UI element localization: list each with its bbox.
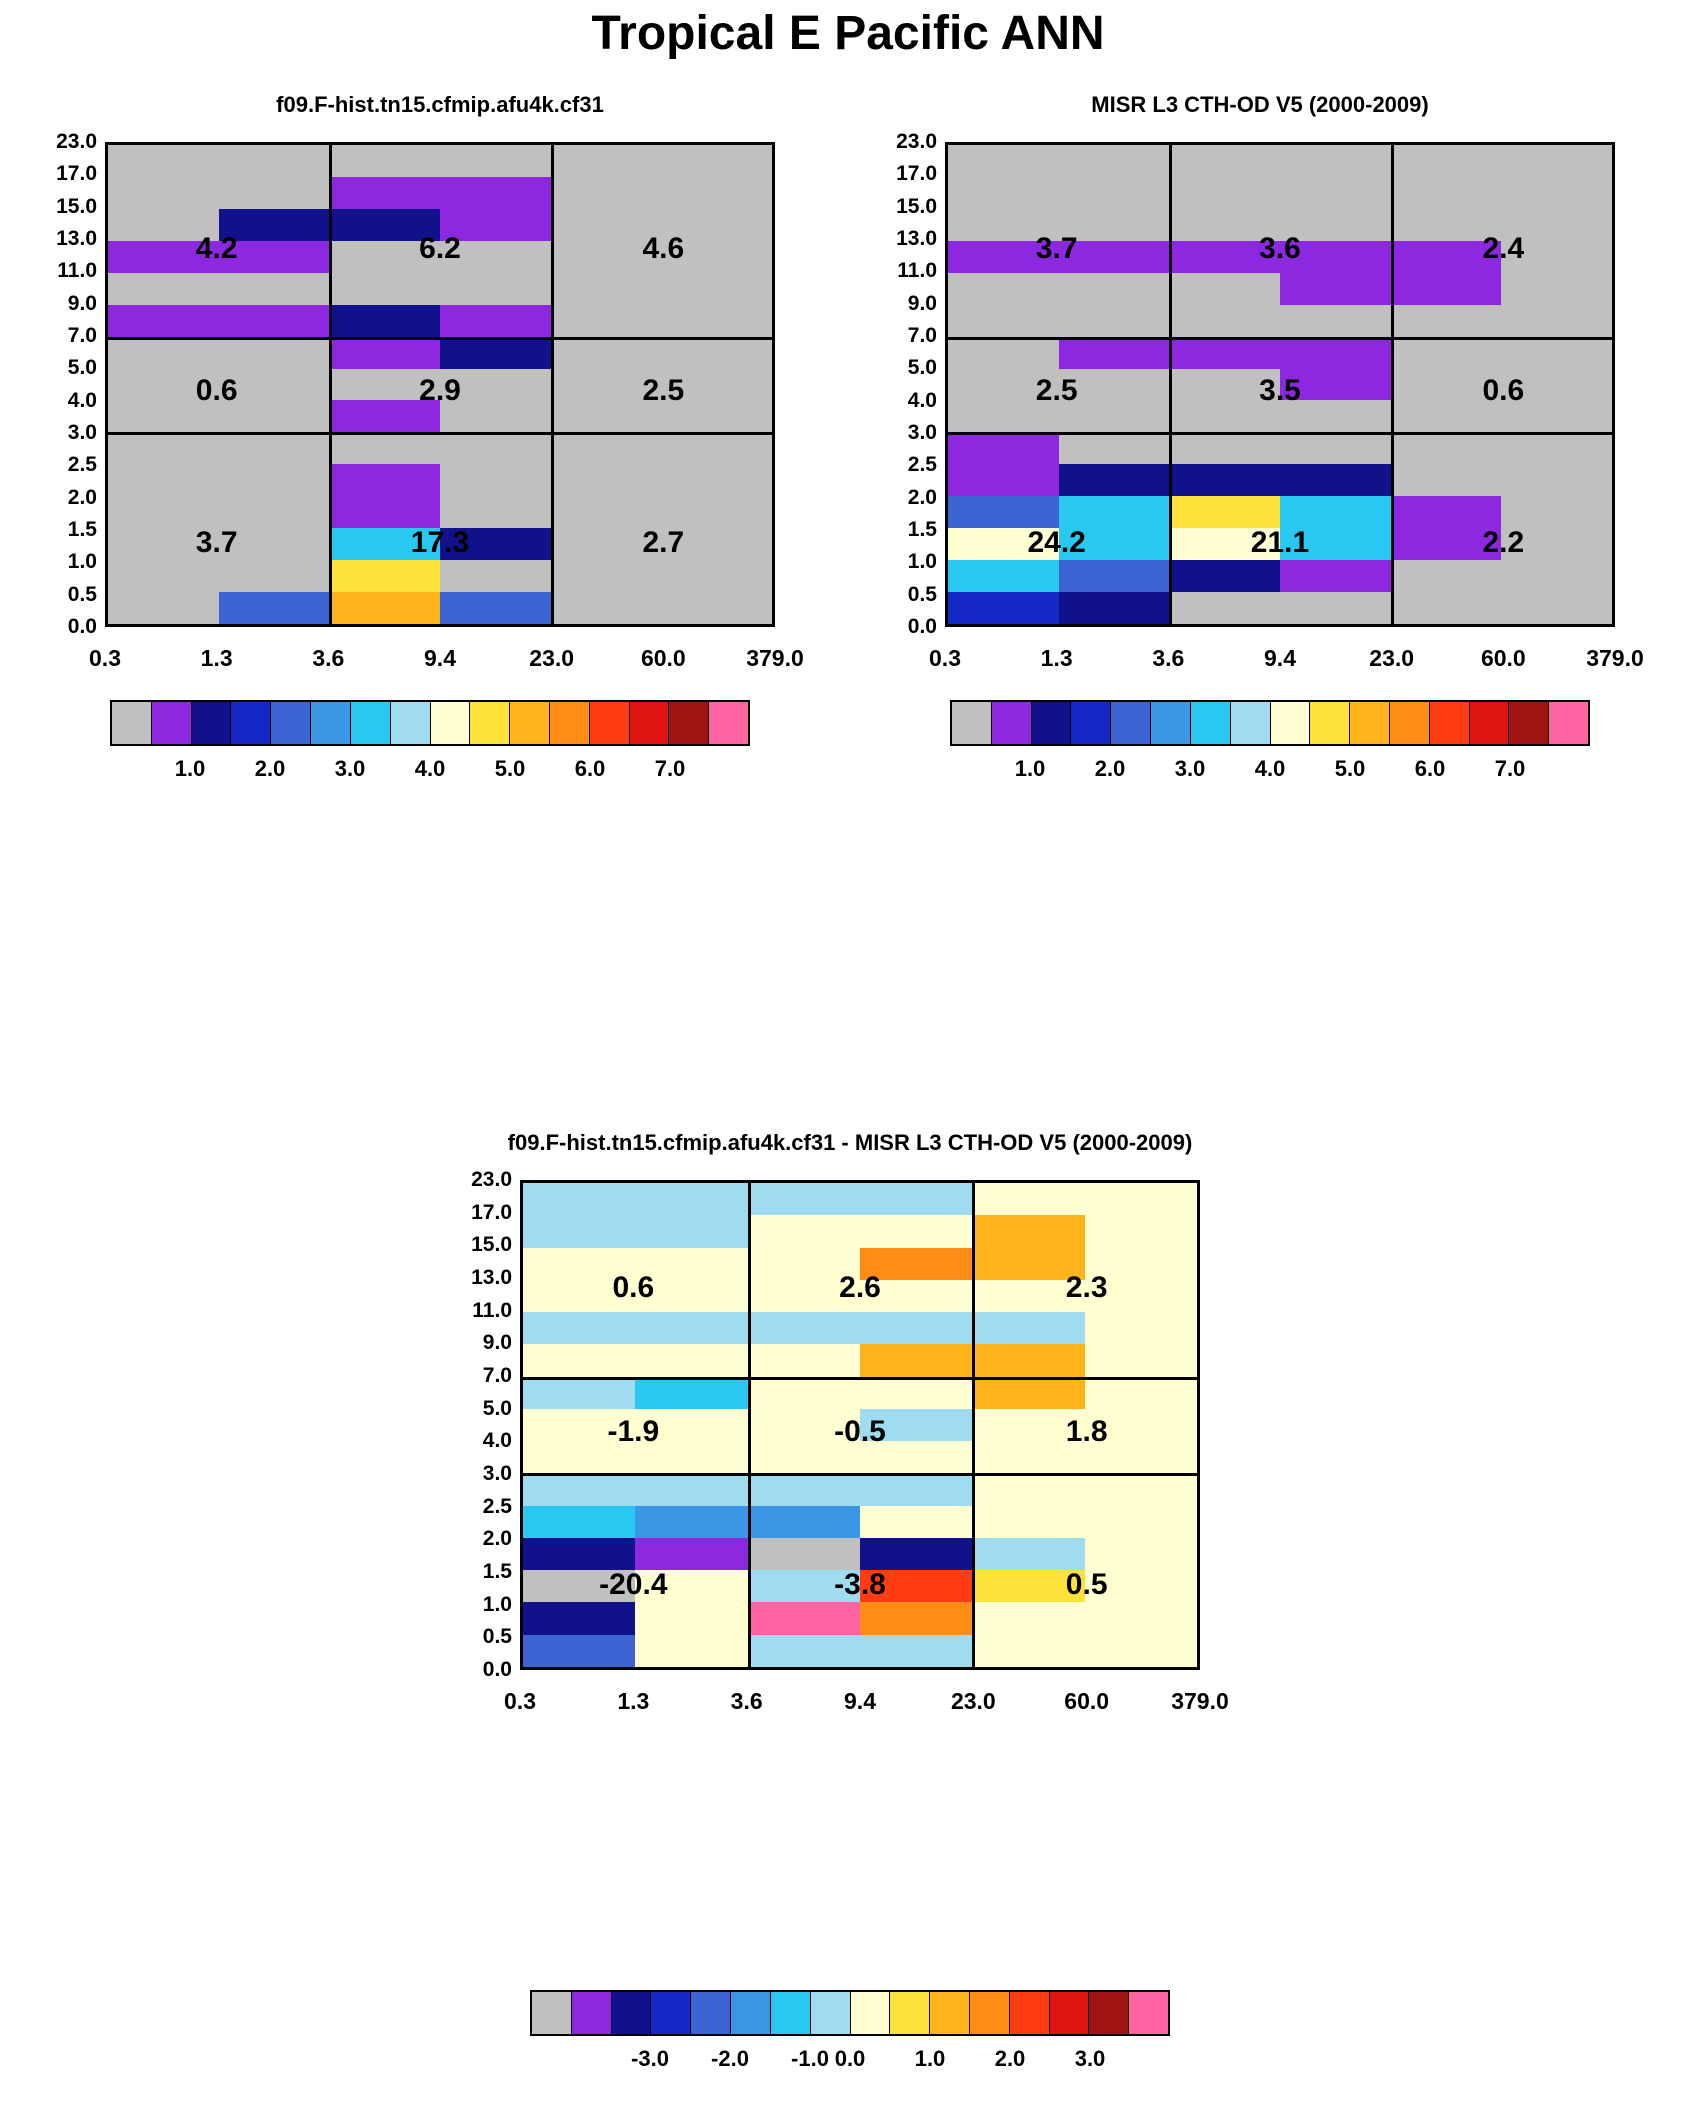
colorbar-swatch (1549, 702, 1588, 744)
heatmap-cell (329, 177, 440, 209)
heatmap-cell (748, 1183, 860, 1215)
heatmap-cell (748, 1312, 860, 1344)
y-axis-tick-label: 15.0 (471, 1233, 512, 1257)
heatmap-cell (523, 1473, 635, 1505)
colorbar-tick-label: 1.0 (914, 2046, 946, 2071)
colorbar-swatch (152, 702, 192, 744)
colorbar-tick-label: 5.0 (1334, 756, 1366, 781)
heatmap-cell (1280, 337, 1391, 369)
heatmap-cell (972, 1602, 1084, 1634)
colorbar-tick-label: 7.0 (1494, 756, 1526, 781)
y-axis-tick-label: 23.0 (896, 130, 937, 153)
y-axis-tick-label: 0.5 (67, 582, 97, 606)
heatmap-cell (972, 1473, 1084, 1505)
cell-value-label: 2.9 (419, 373, 461, 407)
x-axis-tick-label: 9.4 (424, 645, 456, 671)
panel-difference-title: f09.F-hist.tn15.cfmip.afu4k.cf31 - MISR L3 CTH-OD V5 (2000-2009) (507, 1130, 1193, 1155)
colorbar-swatch (811, 1992, 851, 2034)
cell-value-label: 2.5 (1035, 373, 1078, 407)
heatmap-cell (748, 1538, 860, 1570)
x-axis-tick-label: 60.0 (1064, 1688, 1110, 1714)
y-axis-tick-label: 1.0 (67, 550, 97, 574)
heatmap-cell (1280, 560, 1391, 592)
colorbar-swatch (590, 702, 630, 744)
heatmap-cell (748, 1602, 860, 1634)
colorbar-tick-label: 2.0 (1094, 756, 1126, 781)
colorbar-tick-label: 3.0 (334, 756, 366, 781)
colorbar-tick-label: 4.0 (414, 756, 446, 781)
cell-value-label: 1.8 (1065, 1414, 1108, 1448)
cell-value-label: 2.3 (1065, 1270, 1108, 1304)
heatmap-cell (219, 592, 330, 624)
cell-value-label: 0.6 (612, 1270, 655, 1304)
cell-value-label: 0.6 (1482, 373, 1525, 407)
heatmap-cell (1280, 273, 1391, 305)
colorbar-swatch (391, 702, 431, 744)
heatmap-cell (972, 1506, 1084, 1538)
heatmap-cell (1085, 1312, 1197, 1344)
colorbar-swatch (1390, 702, 1430, 744)
heatmap-cell (329, 496, 440, 528)
colorbar-swatch (470, 702, 510, 744)
heatmap-cell (1085, 1635, 1197, 1667)
x-axis-tick-label: 1.3 (617, 1688, 650, 1714)
colorbar-swatch (930, 1992, 970, 2034)
grid-separator (108, 432, 772, 435)
x-axis-tick-label: 9.4 (844, 1688, 876, 1714)
colorbar-swatch (731, 1992, 771, 2034)
cell-value-label: -3.8 (834, 1568, 886, 1602)
heatmap-cell (329, 337, 440, 369)
heatmap-cell (635, 1506, 747, 1538)
obs-colorbar (950, 700, 1590, 746)
y-axis-tick-label: 0.0 (67, 615, 97, 638)
cell-value-label: 4.6 (642, 231, 685, 265)
heatmap-cell (1085, 1183, 1197, 1215)
y-axis-tick-label: 5.0 (907, 356, 937, 380)
x-axis-tick-label: 23.0 (529, 645, 575, 671)
colorbar-tick-label: 7.0 (654, 756, 686, 781)
y-axis-tick-label: 4.0 (67, 388, 97, 412)
panel-model-title: f09.F-hist.tn15.cfmip.afu4k.cf31 (276, 92, 604, 117)
y-axis-tick-label: 9.0 (907, 291, 937, 315)
cell-value-label: 2.4 (1482, 231, 1525, 265)
heatmap-cell (1169, 496, 1280, 528)
y-axis-tick-label: 17.0 (471, 1200, 512, 1224)
heatmap-cell (748, 1344, 860, 1376)
heatmap-cell (1280, 464, 1391, 496)
x-axis-tick-label: 9.4 (1264, 645, 1296, 671)
heatmap-cell (972, 1344, 1084, 1376)
heatmap-cell (748, 1215, 860, 1247)
colorbar-swatch (1509, 702, 1549, 744)
y-axis-tick-label: 3.0 (907, 421, 937, 444)
y-axis-tick-label: 0.0 (482, 1658, 512, 1681)
x-axis-tick-label: 60.0 (640, 645, 686, 671)
grid-separator (1391, 145, 1394, 624)
x-axis-tick-label: 23.0 (1369, 645, 1415, 671)
colorbar-swatch (1010, 1992, 1050, 2034)
y-axis-tick-label: 7.0 (907, 324, 937, 347)
y-axis-tick-label: 2.5 (907, 453, 937, 477)
y-axis-tick-label: 1.5 (67, 518, 97, 541)
colorbar-swatch (1071, 702, 1111, 744)
x-axis-tick-label: 0.3 (89, 645, 121, 671)
heatmap-cell (329, 560, 440, 592)
colorbar-tick-label: 3.0 (1174, 756, 1206, 781)
colorbar-swatch (890, 1992, 930, 2034)
difference-colorbar (530, 1990, 1170, 2036)
cell-value-label: -1.9 (607, 1414, 660, 1448)
heatmap-cell (523, 1635, 635, 1667)
heatmap-cell (948, 592, 1059, 624)
y-axis-tick-label: 0.5 (482, 1625, 512, 1649)
colorbar-swatch (1350, 702, 1390, 744)
heatmap-cell (860, 1377, 972, 1409)
heatmap-cell (523, 1506, 635, 1538)
colorbar-swatch (992, 702, 1032, 744)
heatmap-cell (635, 1602, 747, 1634)
heatmap-cell (635, 1538, 747, 1570)
heatmap-cell (972, 1538, 1084, 1570)
heatmap-cell (523, 1602, 635, 1634)
y-axis-tick-label: 0.0 (907, 615, 937, 638)
heatmap-cell (523, 1215, 635, 1247)
colorbar-swatch (1129, 1992, 1168, 2034)
y-axis-tick-label: 11.0 (472, 1298, 512, 1322)
heatmap-cell (1085, 1473, 1197, 1505)
cell-value-label: 3.7 (1035, 231, 1078, 265)
heatmap-cell (948, 464, 1059, 496)
colorbar-swatch (1430, 702, 1470, 744)
cell-value-label: 21.1 (1250, 525, 1310, 559)
heatmap-cell (440, 177, 551, 209)
heatmap-cell (860, 1183, 972, 1215)
y-axis-tick-label: 23.0 (56, 130, 97, 153)
colorbar-swatch (1470, 702, 1510, 744)
colorbar-swatch (651, 1992, 691, 2034)
y-axis-tick-label: 5.0 (482, 1396, 512, 1420)
grid-separator (972, 1183, 975, 1667)
colorbar-swatch (231, 702, 271, 744)
x-axis-tick-label: 0.3 (504, 1688, 536, 1714)
cell-value-label: 0.6 (195, 373, 238, 407)
heatmap-cell (972, 1377, 1084, 1409)
cell-value-label: 2.6 (839, 1270, 881, 1304)
heatmap-cell (860, 1473, 972, 1505)
heatmap-cell (860, 1506, 972, 1538)
heatmap-cell (523, 1312, 635, 1344)
heatmap-cell (860, 1602, 972, 1634)
colorbar-swatch (952, 702, 992, 744)
cell-value-label: 2.5 (642, 373, 685, 407)
heatmap-cell (1085, 1215, 1197, 1247)
heatmap-cell (972, 1183, 1084, 1215)
cell-value-label: 2.7 (642, 525, 685, 559)
y-axis-tick-label: 1.5 (482, 1560, 512, 1583)
x-axis-tick-label: 0.3 (929, 645, 961, 671)
y-axis-tick-label: 9.0 (482, 1331, 512, 1355)
x-axis-tick-label: 3.6 (730, 1688, 763, 1714)
colorbar-swatch (1310, 702, 1350, 744)
heatmap-cell (1280, 496, 1391, 528)
heatmap-cell (635, 1377, 747, 1409)
y-axis-tick-label: 7.0 (67, 324, 97, 347)
heatmap-cell (635, 1312, 747, 1344)
colorbar-swatch (1191, 702, 1231, 744)
heatmap-cell (948, 560, 1059, 592)
grid-separator (329, 145, 332, 624)
colorbar-swatch (851, 1992, 891, 2034)
colorbar-swatch (630, 702, 670, 744)
x-axis-tick-label: 379.0 (1586, 645, 1644, 671)
heatmap-cell (860, 1312, 972, 1344)
y-axis-tick-label: 1.0 (482, 1592, 512, 1616)
x-axis-tick-label: 23.0 (950, 1688, 996, 1714)
colorbar-tick-label: -2.0 (711, 2046, 749, 2071)
y-axis-tick-label: 4.0 (907, 388, 937, 412)
colorbar-tick-label: 6.0 (1414, 756, 1446, 781)
heatmap-cell (948, 432, 1059, 464)
colorbar-tick-label: 0.0 (834, 2046, 866, 2071)
heatmap-cell (1169, 464, 1280, 496)
y-axis-tick-label: 17.0 (56, 162, 97, 186)
heatmap-cell (1169, 337, 1280, 369)
heatmap-cell (523, 1538, 635, 1570)
y-axis-tick-label: 13.0 (471, 1266, 512, 1289)
colorbar-tick-label: 1.0 (174, 756, 206, 781)
y-axis-tick-label: 1.5 (907, 518, 937, 541)
y-axis-tick-label: 15.0 (56, 194, 97, 218)
y-axis-tick-label: 0.5 (907, 582, 937, 606)
colorbar-swatch (271, 702, 311, 744)
heatmap-cell (748, 1473, 860, 1505)
heatmap-cell (635, 1473, 747, 1505)
y-axis-tick-label: 13.0 (56, 227, 97, 250)
colorbar-swatch (709, 702, 748, 744)
heatmap-cell (329, 305, 440, 337)
grid-separator (948, 432, 1612, 435)
heatmap-cell (523, 1344, 635, 1376)
grid-separator (1169, 145, 1172, 624)
heatmap-cell (523, 1183, 635, 1215)
x-axis-tick-label: 3.6 (1152, 645, 1185, 671)
colorbar-tick-label: -3.0 (631, 2046, 669, 2071)
cell-value-label: 2.2 (1482, 525, 1525, 559)
colorbar-swatch (192, 702, 232, 744)
colorbar-swatch (431, 702, 471, 744)
x-axis-tick-label: 60.0 (1480, 645, 1526, 671)
y-axis-tick-label: 2.0 (907, 485, 937, 509)
cell-value-label: 3.5 (1259, 373, 1301, 407)
colorbar-swatch (691, 1992, 731, 2034)
y-axis-tick-label: 4.0 (482, 1429, 512, 1453)
heatmap-cell (1085, 1538, 1197, 1570)
grid-separator (523, 1377, 1197, 1380)
colorbar-swatch (550, 702, 590, 744)
heatmap-cell (329, 592, 440, 624)
heatmap-cell (440, 592, 551, 624)
colorbar-swatch (112, 702, 152, 744)
colorbar-swatch (1151, 702, 1191, 744)
colorbar-swatch (1231, 702, 1271, 744)
heatmap-cell (972, 1215, 1084, 1247)
heatmap-cell (635, 1635, 747, 1667)
grid-separator (551, 145, 554, 624)
cell-value-label: -0.5 (834, 1414, 886, 1448)
heatmap-cell (1059, 464, 1170, 496)
y-axis-tick-label: 2.0 (67, 485, 97, 509)
heatmap-cell (860, 1635, 972, 1667)
heatmap-cell (635, 1183, 747, 1215)
x-axis-tick-label: 3.6 (312, 645, 345, 671)
heatmap-cell (948, 496, 1059, 528)
heatmap-cell (1059, 337, 1170, 369)
y-axis-tick-label: 11.0 (57, 259, 97, 283)
y-axis-tick-label: 13.0 (896, 227, 937, 250)
colorbar-swatch (970, 1992, 1010, 2034)
heatmap-cell (972, 1312, 1084, 1344)
x-axis-tick-label: 379.0 (1171, 1688, 1229, 1714)
colorbar-swatch (1111, 702, 1151, 744)
x-axis-tick-label: 379.0 (746, 645, 804, 671)
colorbar-tick-label: 2.0 (994, 2046, 1026, 2071)
colorbar-swatch (510, 702, 550, 744)
colorbar-tick-label: 5.0 (494, 756, 526, 781)
heatmap-cell (1085, 1344, 1197, 1376)
colorbar-tick-label: 6.0 (574, 756, 606, 781)
colorbar-tick-label: 3.0 (1074, 2046, 1106, 2071)
heatmap-cell (1085, 1506, 1197, 1538)
heatmap-cell (1169, 560, 1280, 592)
colorbar-swatch (1089, 1992, 1129, 2034)
colorbar-tick-label: 4.0 (1254, 756, 1286, 781)
colorbar-swatch (1271, 702, 1311, 744)
grid-separator (748, 1183, 751, 1667)
heatmap-cell (440, 337, 551, 369)
colorbar-swatch (572, 1992, 612, 2034)
cell-value-label: 24.2 (1027, 525, 1086, 559)
heatmap-cell (1059, 592, 1170, 624)
heatmap-cell (972, 1635, 1084, 1667)
heatmap-cell (1085, 1602, 1197, 1634)
heatmap-cell (108, 305, 219, 337)
heatmap-cell (1085, 1377, 1197, 1409)
heatmap-cell (748, 1377, 860, 1409)
heatmap-cell (1059, 496, 1170, 528)
y-axis-tick-label: 23.0 (471, 1168, 512, 1191)
heatmap-cell (860, 1538, 972, 1570)
heatmap-cell (635, 1215, 747, 1247)
y-axis-tick-label: 3.0 (482, 1462, 512, 1485)
y-axis-tick-label: 11.0 (897, 259, 937, 283)
colorbar-swatch (1032, 702, 1072, 744)
heatmap-cell (1059, 560, 1170, 592)
grid-separator (108, 337, 772, 340)
cell-value-label: 0.5 (1065, 1568, 1108, 1602)
heatmap-cell (329, 464, 440, 496)
y-axis-tick-label: 2.5 (67, 453, 97, 477)
y-axis-tick-label: 2.5 (482, 1494, 512, 1518)
colorbar-swatch (669, 702, 709, 744)
colorbar-tick-label: -1.0 (791, 2046, 829, 2071)
y-axis-tick-label: 9.0 (67, 291, 97, 315)
heatmap-cell (860, 1215, 972, 1247)
x-axis-tick-label: 1.3 (200, 645, 233, 671)
cell-value-label: 6.2 (419, 231, 461, 265)
cell-value-label: 3.6 (1259, 231, 1301, 265)
y-axis-tick-label: 5.0 (67, 356, 97, 380)
y-axis-tick-label: 15.0 (896, 194, 937, 218)
cell-value-label: -20.4 (599, 1568, 668, 1602)
y-axis-tick-label: 7.0 (482, 1364, 512, 1387)
heatmap-cell (1391, 273, 1502, 305)
grid-separator (523, 1473, 1197, 1476)
colorbar-swatch (351, 702, 391, 744)
cell-value-label: 3.7 (195, 525, 238, 559)
colorbar-tick-label: 1.0 (1014, 756, 1046, 781)
grid-separator (948, 337, 1612, 340)
colorbar-swatch (311, 702, 351, 744)
colorbar-swatch (612, 1992, 652, 2034)
heatmap-cell (635, 1344, 747, 1376)
y-axis-tick-label: 17.0 (896, 162, 937, 186)
heatmap-cell (860, 1344, 972, 1376)
heatmap-cell (748, 1506, 860, 1538)
heatmap-cell (440, 305, 551, 337)
heatmap-cell (748, 1635, 860, 1667)
heatmap-cell (1391, 496, 1502, 528)
model-colorbar (110, 700, 750, 746)
colorbar-swatch (532, 1992, 572, 2034)
heatmap-cell (523, 1377, 635, 1409)
page-title: Tropical E Pacific ANN (591, 7, 1105, 60)
cell-value-label: 17.3 (410, 525, 470, 559)
colorbar-swatch (1050, 1992, 1090, 2034)
y-axis-tick-label: 1.0 (907, 550, 937, 574)
cell-value-label: 4.2 (195, 231, 238, 265)
y-axis-tick-label: 3.0 (67, 421, 97, 444)
x-axis-tick-label: 1.3 (1040, 645, 1073, 671)
panel-obs-title: MISR L3 CTH-OD V5 (2000-2009) (1091, 92, 1429, 117)
heatmap-cell (219, 305, 330, 337)
colorbar-swatch (771, 1992, 811, 2034)
y-axis-tick-label: 2.0 (482, 1527, 512, 1551)
colorbar-tick-label: 2.0 (254, 756, 286, 781)
